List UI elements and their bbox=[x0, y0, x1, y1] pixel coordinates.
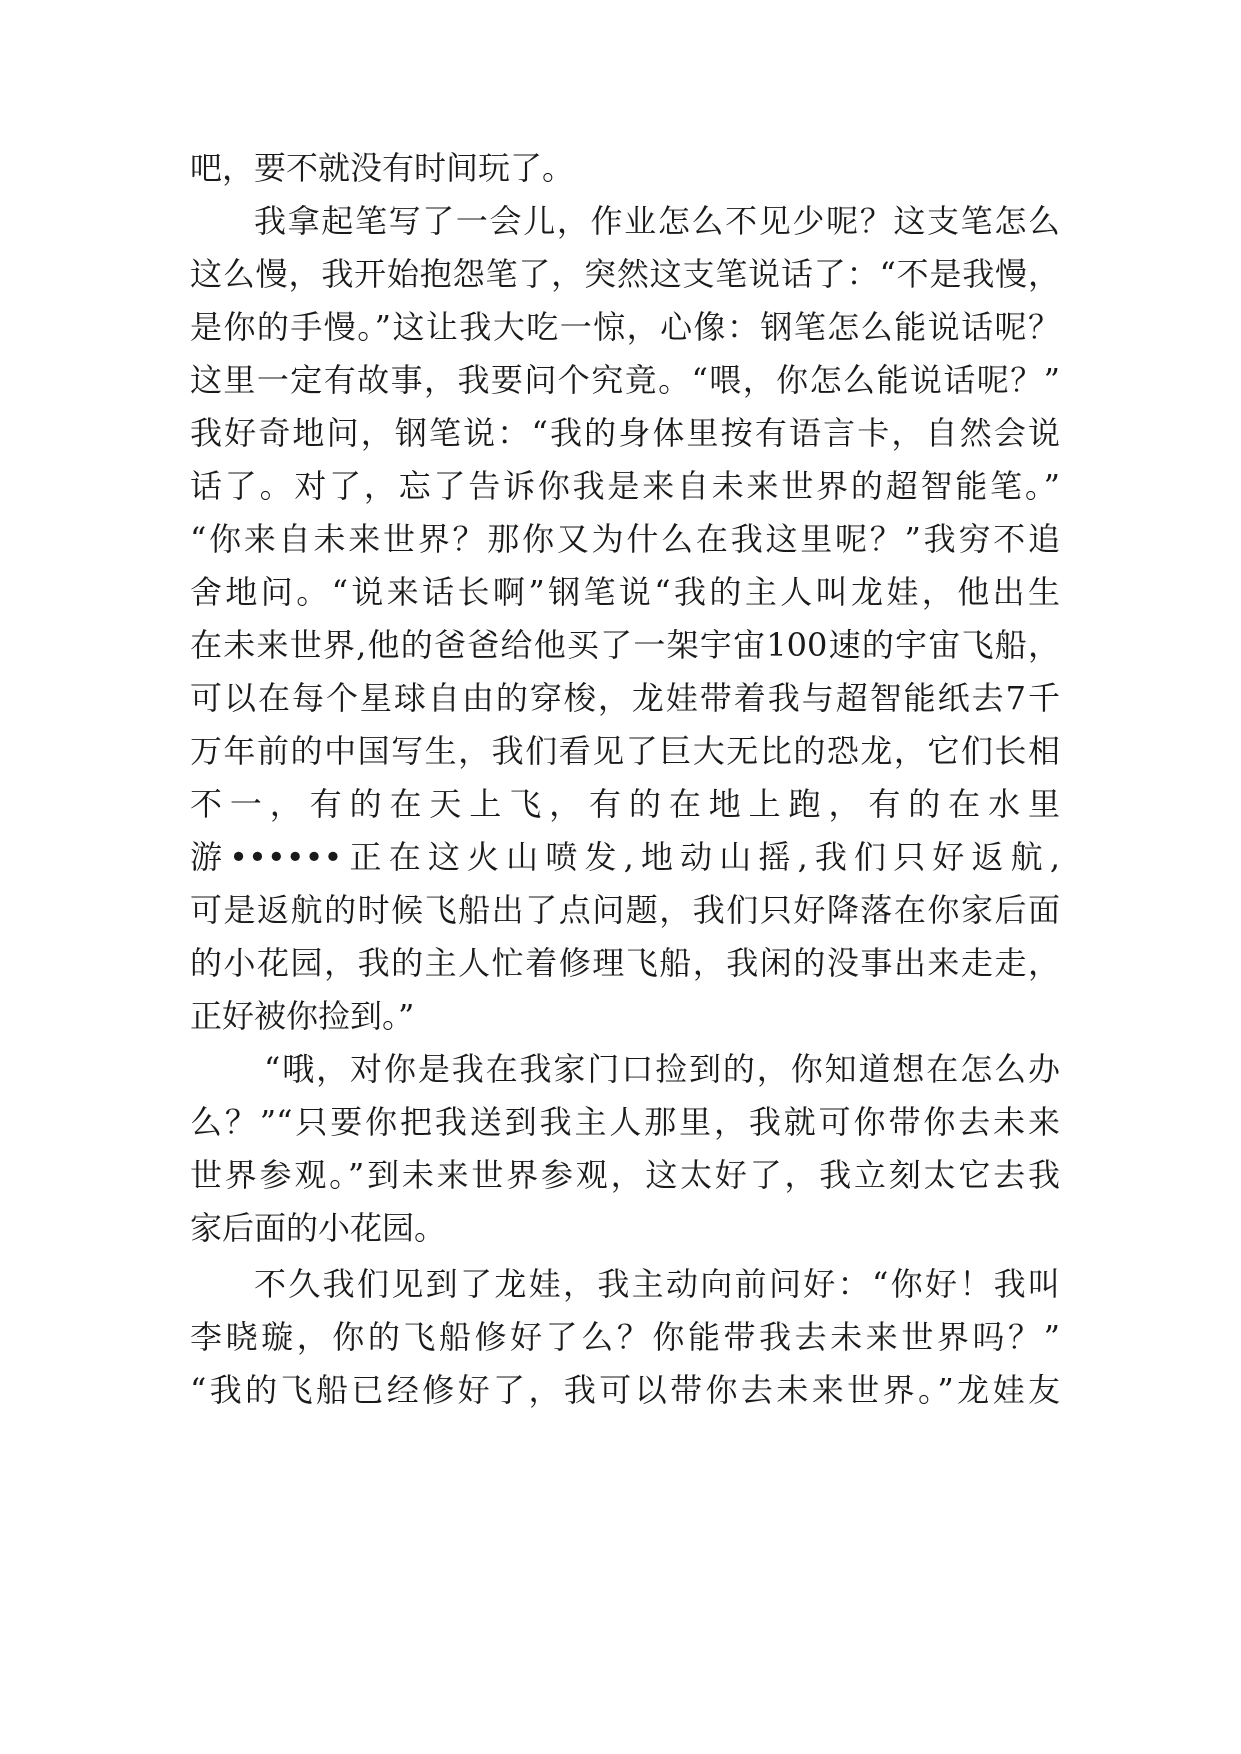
text-line: 我好奇地问，钢笔说：“我的身体里按有语言卡，自然会说 bbox=[190, 414, 1060, 452]
text-line: 吧，要不就没有时间玩了。 bbox=[190, 149, 575, 187]
text-line: 家后面的小花园。 bbox=[190, 1209, 447, 1247]
text-line: 万年前的中国写生，我们看见了巨大无比的恐龙，它们长相 bbox=[190, 732, 1060, 770]
text-line: 么？”“只要你把我送到我主人那里，我就可你带你去未来 bbox=[190, 1103, 1060, 1141]
text-line: “我的飞船已经修好了，我可以带你去未来世界。”龙娃友 bbox=[190, 1371, 1060, 1409]
text-line: 在未来世界,他的爸爸给他买了一架宇宙100速的宇宙飞船， bbox=[190, 626, 1060, 664]
text-line: 舍地问。“说来话长啊”钢笔说“我的主人叫龙娃，他出生 bbox=[190, 573, 1060, 611]
text-line: 游••••••正在这火山喷发,地动山摇,我们只好返航, bbox=[190, 838, 1060, 876]
text-line: “你来自未来世界？那你又为什么在我这里呢？”我穷不追 bbox=[190, 520, 1060, 558]
text-line: 可是返航的时候飞船出了点问题，我们只好降落在你家后面 bbox=[190, 891, 1060, 929]
text-line: 我拿起笔写了一会儿，作业怎么不见少呢？这支笔怎么 bbox=[254, 202, 1060, 240]
text-line: 世界参观。”到未来世界参观，这太好了，我立刻太它去我 bbox=[190, 1156, 1060, 1194]
text-line: 这么慢，我开始抱怨笔了，突然这支笔说话了：“不是我慢， bbox=[190, 255, 1060, 293]
text-line: 话了。对了，忘了告诉你我是来自未来世界的超智能笔。” bbox=[190, 467, 1060, 505]
text-line: 不久我们见到了龙娃，我主动向前问好：“你好！我叫 bbox=[254, 1265, 1060, 1303]
text-line: 正好被你捡到。” bbox=[190, 997, 415, 1035]
text-line: 李晓璇，你的飞船修好了么？你能带我去未来世界吗？” bbox=[190, 1318, 1060, 1356]
text-line: 是你的手慢。”这让我大吃一惊，心像：钢笔怎么能说话呢？ bbox=[190, 308, 1060, 346]
text-line: 的小花园，我的主人忙着修理飞船，我闲的没事出来走走， bbox=[190, 944, 1060, 982]
text-line: “哦，对你是我在我家门口捡到的，你知道想在怎么办 bbox=[264, 1050, 1060, 1088]
text-line: 可以在每个星球自由的穿梭，龙娃带着我与超智能纸去7千 bbox=[190, 679, 1060, 717]
text-line: 不一，有的在天上飞，有的在地上跑，有的在水里 bbox=[190, 785, 1060, 823]
text-line: 这里一定有故事，我要问个究竟。“喂，你怎么能说话呢？” bbox=[190, 361, 1060, 399]
